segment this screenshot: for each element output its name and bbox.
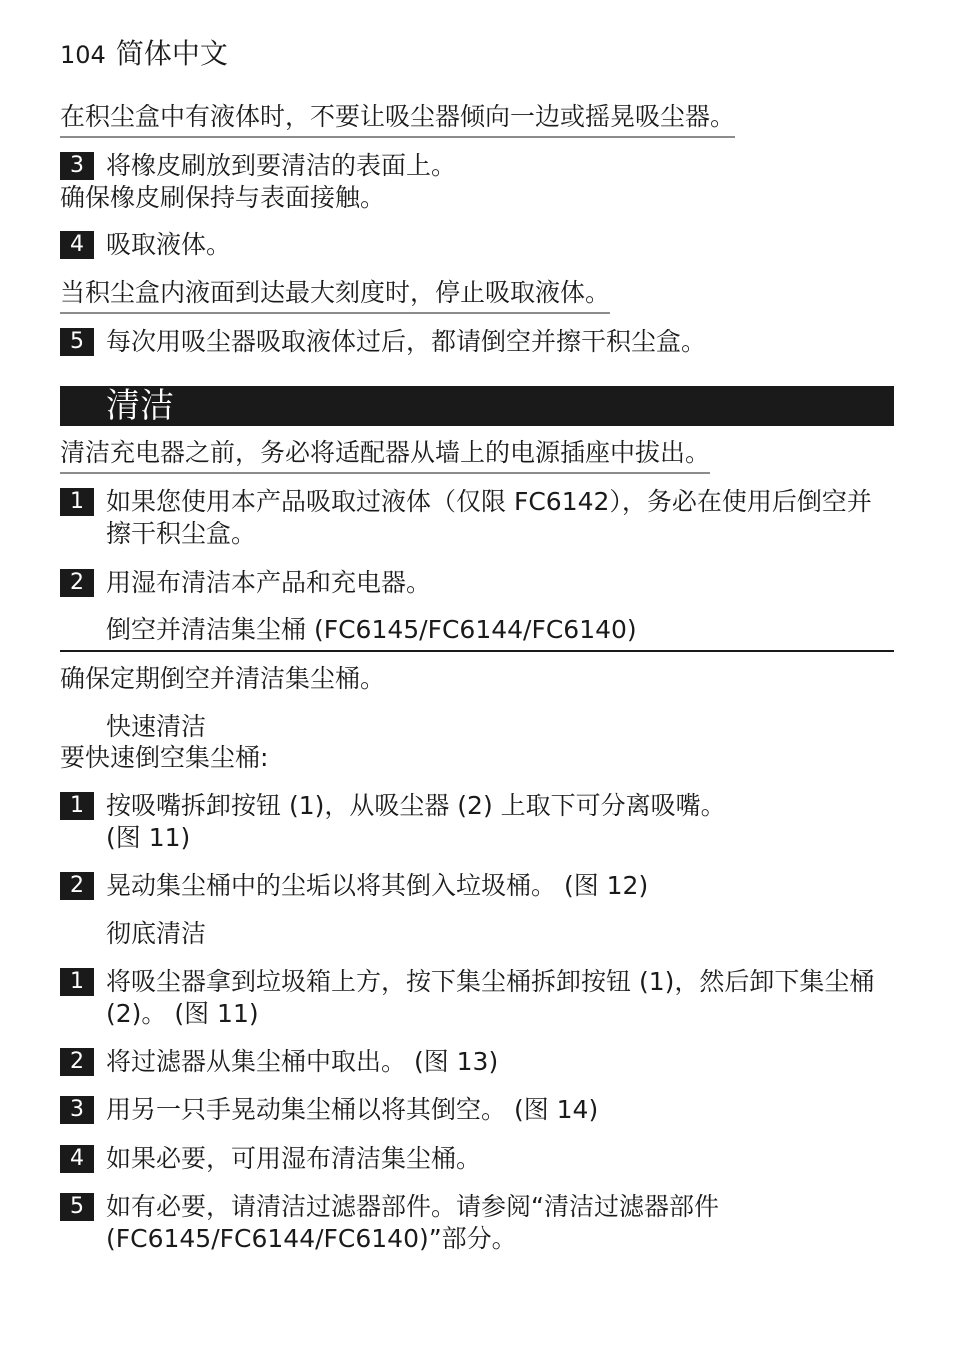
subsection-rule <box>60 650 894 652</box>
step-text: 将橡皮刷放到要清洁的表面上。 <box>106 151 457 180</box>
step-text: 如有必要，请清洁过滤器部件。请参阅“清洁过滤器部件 (FC6145/FC6144/FC6140)”部分。 <box>106 1192 719 1253</box>
subsection-intro: 确保定期倒空并清洁集尘桶。 <box>60 664 386 693</box>
step-text: 将吸尘器拿到垃圾箱上方，按下集尘桶拆卸按钮 (1)，然后卸下集尘桶 (2)。 (图 11) <box>106 967 875 1028</box>
warning-note: 当积尘盒内液面到达最大刻度时，停止吸取液体。 <box>60 276 610 314</box>
language-label: 简体中文 <box>115 37 228 70</box>
step-item <box>60 1094 894 1126</box>
step-item <box>60 1191 894 1255</box>
page-header <box>60 34 228 75</box>
step-number: 2 <box>60 872 94 900</box>
step-item <box>60 966 894 1030</box>
step-number: 2 <box>60 1048 94 1076</box>
step-number: 1 <box>60 968 94 996</box>
step-item <box>60 567 894 599</box>
quick-clean-intro: 要快速倒空集尘桶: <box>60 743 269 772</box>
step-item <box>60 150 894 182</box>
step-number: 5 <box>60 1193 94 1221</box>
warning-note: 在积尘盒中有液体时，不要让吸尘器倾向一边或摇晃吸尘器。 <box>60 100 735 138</box>
step-number: 4 <box>60 1145 94 1173</box>
step-item <box>60 870 894 902</box>
step-text: 用另一只手晃动集尘桶以将其倒空。 (图 14) <box>106 1095 599 1124</box>
subsection-title: 倒空并清洁集尘桶 (FC6145/FC6144/FC6140) <box>106 615 637 644</box>
step-text: 如果必要，可用湿布清洁集尘桶。 <box>106 1144 482 1173</box>
step-item <box>60 1143 894 1175</box>
step-item <box>60 790 760 854</box>
step-number: 1 <box>60 488 94 516</box>
section-header <box>60 386 894 426</box>
page-number: 104 <box>60 41 106 69</box>
step-number: 2 <box>60 569 94 597</box>
step-item <box>60 1046 894 1078</box>
step-number: 3 <box>60 152 94 180</box>
step-item <box>60 229 894 261</box>
tip-text: 确保橡皮刷保持与表面接触。 <box>60 183 386 212</box>
section-title: 清洁 <box>106 386 174 426</box>
step-number: 3 <box>60 1096 94 1124</box>
step-item <box>60 326 894 358</box>
step-text: 每次用吸尘器吸取液体过后，都请倒空并擦干积尘盒。 <box>106 327 707 356</box>
step-text: 将过滤器从集尘桶中取出。 (图 13) <box>106 1047 499 1076</box>
step-number: 4 <box>60 231 94 259</box>
step-text: 吸取液体。 <box>106 230 232 259</box>
thorough-clean-title: 彻底清洁 <box>106 919 207 948</box>
quick-clean-title: 快速清洁 <box>106 712 207 741</box>
step-item <box>60 486 894 550</box>
step-text: 用湿布清洁本产品和充电器。 <box>106 568 432 597</box>
step-number: 1 <box>60 792 94 820</box>
step-text: 如果您使用本产品吸取过液体（仅限 FC6142），务必在使用后倒空并擦干积尘盒。 <box>106 487 872 548</box>
step-number: 5 <box>60 328 94 356</box>
step-text: 晃动集尘桶中的尘垢以将其倒入垃圾桶。 (图 12) <box>106 871 649 900</box>
step-text: 按吸嘴拆卸按钮 (1)，从吸尘器 (2) 上取下可分离吸嘴。 (图 11) <box>106 791 726 852</box>
warning-note: 清洁充电器之前，务必将适配器从墙上的电源插座中拔出。 <box>60 436 710 474</box>
